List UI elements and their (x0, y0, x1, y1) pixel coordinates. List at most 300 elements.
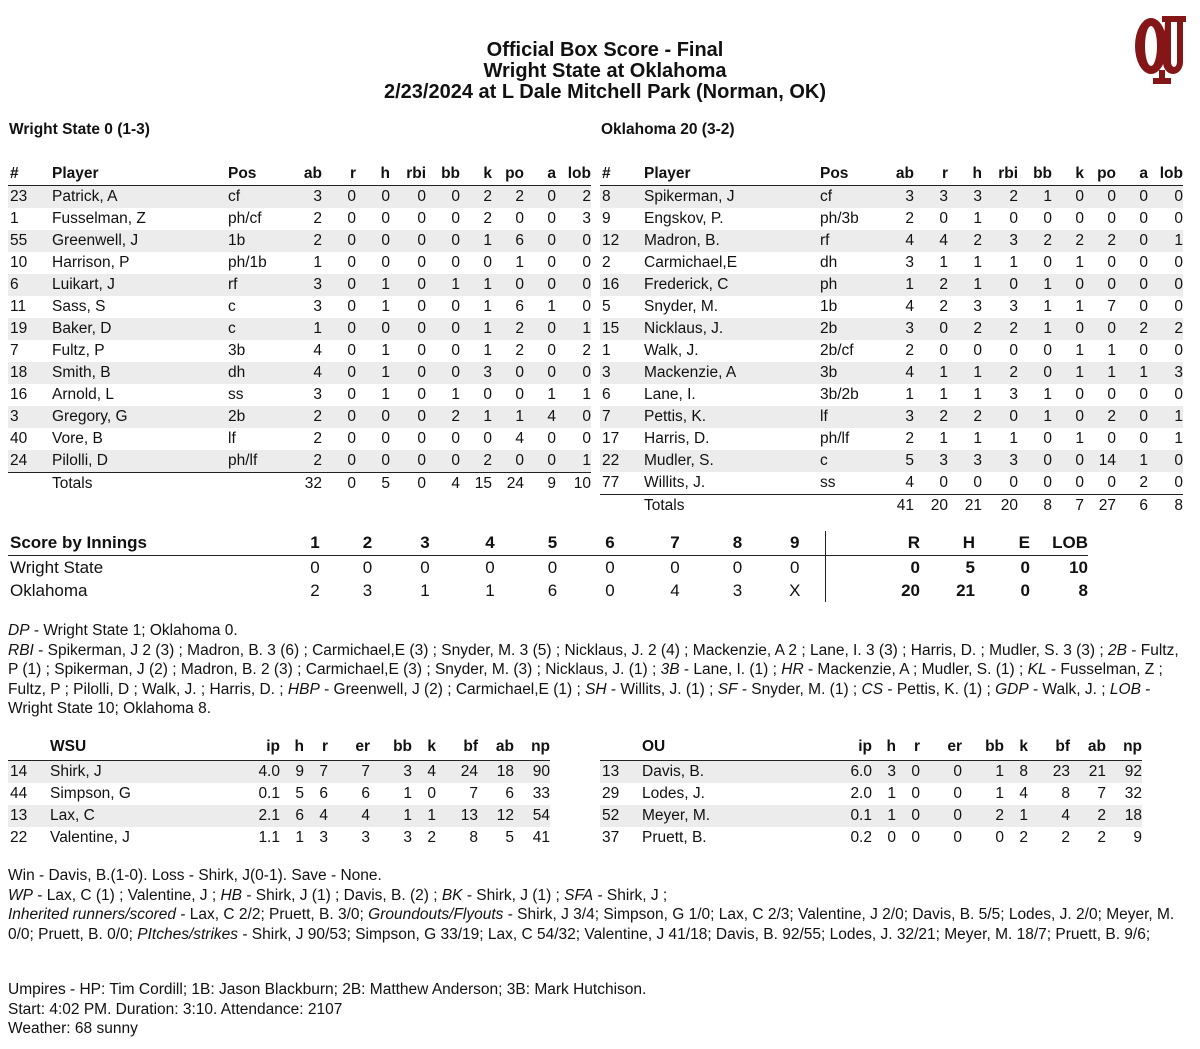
cell: ph/cf (228, 210, 262, 227)
cell: 3b (228, 342, 246, 359)
cell: ss (228, 386, 244, 403)
cell: 8 (600, 186, 642, 209)
cell: 0 (547, 430, 556, 447)
cell: Frederick, C (642, 274, 818, 296)
cell: 1 (1018, 318, 1052, 340)
inning-header: 4 (455, 531, 525, 556)
cell: 0 (390, 362, 426, 384)
column-header: np (1106, 736, 1142, 761)
totals-cell: 32 (286, 473, 322, 496)
cell: 0 (1139, 386, 1148, 403)
cell: Fusselman, Z (52, 210, 146, 227)
cell: 0 (417, 210, 426, 227)
cell: 1 (1148, 406, 1183, 428)
cell: 0 (417, 298, 426, 315)
cell: 7 (469, 785, 478, 802)
player-row (600, 450, 1183, 472)
totals-cell: 10 (556, 473, 591, 496)
cell: 0 (547, 254, 556, 271)
cell: 2 (286, 450, 322, 473)
cell: 5 (505, 829, 514, 846)
totals-cell: 8 (1018, 495, 1052, 518)
cell: 0 (547, 210, 556, 227)
cell: 2 (582, 342, 591, 359)
column-header: h (948, 159, 982, 186)
cell: 8 (1004, 761, 1028, 784)
player-row (600, 274, 1183, 296)
cell: 18 (478, 761, 514, 784)
inning-score: 0 (605, 580, 615, 600)
cell: 0 (524, 274, 556, 296)
cell: 2 (948, 230, 982, 252)
cell: 3 (460, 362, 492, 384)
column-header: a (1116, 159, 1148, 186)
pitcher-row (600, 783, 1142, 805)
cell: 4 (286, 362, 322, 384)
cell: Nicklaus, J. (642, 318, 818, 340)
cell: 0 (524, 318, 556, 340)
column-header: lob (556, 159, 591, 186)
column-header: ip (218, 736, 280, 761)
player-row (8, 296, 591, 318)
cell: 5 (602, 298, 611, 315)
cell: Simpson, G (50, 785, 131, 802)
pitching-team: WSU (48, 736, 218, 761)
cell: 3 (948, 186, 982, 209)
cell: 2 (905, 210, 914, 227)
column-header: r (914, 159, 948, 186)
player-row (8, 362, 591, 384)
cell: 1 (1116, 450, 1148, 472)
score-by-innings-table (8, 531, 1088, 602)
cell: 0 (547, 342, 556, 359)
notes-block: RBI - Spikerman, J 2 (3) ; Madron, B. 3 (6) ; Carmichael,E (3) ; Snyder, M. 3 (5) ; Nicklaus, J. 2 (4) ; Mackenzie, A 2 ; Lane, I. 3 (3) ; Harris, D. ; Mudler, S. 3 (3) ; 2B - Fultz, P (1) ; Spikerman, J (2) ; Madron, B. 2 (3) ; Carmichael,E (3) ; Snyder, M. (3) ; Nicklaus, J. (1) ; 3B - Lane, I. (1) ; HR - Mackenzie, A ; Mudler, S. (1) ; KL - Fusselman, Z ; Fultz, P ; Pilolli, D ; Walk, J. ; Harris, D. ; HBP - Greenwell, J (2) ; Carmichael,E (1) ; SH - Willits, J. (1) ; SF - Snyder, M. (1) ; CS - Pettis, K. (1) ; GDP - Walk, J. ; LOB - Wright State 10; Oklahoma 8. (8, 641, 1179, 717)
player-row (8, 384, 591, 406)
cell: 24 (8, 450, 50, 473)
cell: 0 (1116, 406, 1148, 428)
cell: 1 (1075, 298, 1084, 315)
cell: 0 (582, 254, 591, 271)
player-row (600, 296, 1183, 318)
cell: 4 (905, 474, 914, 491)
cell: 12 (478, 805, 514, 827)
column-header: lob (1148, 159, 1183, 186)
cell: 1 (973, 430, 982, 447)
cell: 0 (1043, 474, 1052, 491)
cell: 24 (436, 761, 478, 784)
inning-header: 5 (525, 531, 580, 556)
cell: 6 (602, 386, 611, 403)
cell: 2 (1139, 474, 1148, 491)
cell: 3 (286, 274, 322, 296)
cell: 2 (1084, 230, 1116, 252)
cell: 0 (995, 829, 1004, 846)
cell: 2 (286, 406, 322, 428)
cell: 0 (356, 406, 390, 428)
cell: 0 (451, 298, 460, 315)
cell: 13 (436, 805, 478, 827)
cell: Gregory, G (50, 406, 226, 428)
cell: 0 (1052, 318, 1084, 340)
cell: dh (820, 254, 838, 271)
pitcher-row (8, 761, 550, 784)
column-header: a (524, 159, 556, 186)
total-score: 0 (1020, 580, 1030, 600)
total-score: 21 (956, 580, 975, 600)
cell: 0 (1043, 210, 1052, 227)
cell: 6 (280, 805, 304, 827)
cell: 0 (1174, 386, 1183, 403)
cell: 5 (295, 785, 304, 802)
cell: 0 (982, 406, 1018, 428)
inning-score: 6 (547, 580, 558, 600)
cell: 4.0 (218, 761, 280, 784)
cell: 0 (381, 254, 390, 271)
inning-score: 0 (547, 557, 558, 577)
player-row (600, 318, 1183, 340)
column-header: h (356, 159, 390, 186)
cell: 0 (390, 450, 426, 473)
cell: 1 (515, 254, 524, 271)
cell: 1 (582, 386, 591, 403)
player-row (8, 406, 591, 428)
cell: Engskov, P. (644, 210, 724, 227)
player-row (600, 208, 1183, 230)
player-row (8, 274, 591, 296)
totals-cell: 24 (492, 473, 524, 496)
cell: 3 (914, 186, 948, 209)
cell: Carmichael,E (644, 254, 738, 271)
cell: Patrick, A (50, 186, 226, 209)
cell: 2 (914, 406, 948, 428)
total-score: 5 (965, 557, 975, 577)
cell: 9 (280, 761, 304, 784)
cell: 16 (600, 274, 642, 296)
inning-header: 6 (580, 531, 640, 556)
game-info (8, 980, 1192, 1039)
visitor-heading: Wright State 0 (1-3) (9, 121, 150, 138)
cell: 0 (1139, 298, 1148, 315)
totals-cell (226, 473, 286, 496)
cell: 4 (1028, 805, 1070, 827)
cell: 0 (515, 386, 524, 403)
inning-score: 1 (420, 580, 430, 600)
cell: c (228, 298, 236, 315)
home-heading: Oklahoma 20 (3-2) (601, 121, 735, 138)
cell: 2 (982, 362, 1018, 384)
cell: 3 (1148, 362, 1183, 384)
cell: 14 (8, 761, 48, 784)
cell: 0 (1075, 210, 1084, 227)
totals-cell: 8 (1148, 495, 1183, 518)
cell: Mudler, S. (642, 450, 818, 472)
cell: 7 (328, 761, 370, 784)
column-header: bb (962, 736, 1004, 761)
cell: 22 (600, 450, 642, 472)
cell: 2 (313, 430, 322, 447)
cell: 0 (1052, 186, 1084, 209)
cell: 37 (602, 829, 620, 846)
cell: 6.0 (810, 761, 872, 784)
cell: 0 (1174, 474, 1183, 491)
column-header (600, 736, 640, 761)
cell: 14 (1084, 450, 1116, 472)
cell: 13 (8, 805, 48, 827)
cell: 3 (982, 230, 1018, 252)
cell: ph/lf (226, 450, 286, 473)
cell: 2 (492, 186, 524, 209)
player-row (600, 362, 1183, 384)
inning-header: 9 (765, 531, 825, 556)
cell: 4 (1019, 785, 1028, 802)
cell: 1.1 (258, 829, 280, 846)
cell: 0 (982, 274, 1018, 296)
column-header: k (1052, 159, 1084, 186)
cell: 2 (1070, 805, 1106, 827)
cell: 4 (313, 342, 322, 359)
cell: 0 (1009, 210, 1018, 227)
cell: 0 (426, 186, 460, 209)
cell: cf (818, 186, 878, 209)
cell: 10 (10, 254, 28, 271)
cell: 6 (319, 785, 328, 802)
cell: 18 (8, 362, 50, 384)
cell: 0 (1043, 342, 1052, 359)
column-header: # (600, 159, 642, 186)
cell: 0 (939, 342, 948, 359)
cell: Meyer, M. (640, 805, 810, 827)
cell: 6 (361, 785, 370, 802)
cell: 2 (905, 430, 914, 447)
inning-score: 0 (485, 557, 495, 577)
cell: 3 (878, 318, 914, 340)
totals-cell (600, 495, 642, 518)
cell: 0 (426, 230, 460, 252)
cell: 1 (426, 274, 460, 296)
ou-logo-icon (1132, 12, 1192, 86)
cell: 0 (322, 230, 356, 252)
cell: 1 (887, 785, 896, 802)
cell: 0 (483, 386, 492, 403)
cell: 0 (1018, 450, 1052, 472)
cell: 0 (939, 474, 948, 491)
title-line-2: Wright State at Oklahoma (483, 60, 727, 82)
column-header: h (280, 736, 304, 761)
cell: Shirk, J (48, 761, 218, 784)
cell: 0 (1009, 342, 1018, 359)
cell: 0 (953, 785, 962, 802)
cell: 2 (483, 210, 492, 227)
totals-cell: 9 (524, 473, 556, 496)
player-row (600, 406, 1183, 428)
cell: 7 (600, 406, 642, 428)
totals-cell: 5 (356, 473, 390, 496)
cell: 2 (492, 318, 524, 340)
cell: 0.2 (850, 829, 872, 846)
total-score: 8 (1078, 580, 1088, 600)
cell: 1 (556, 318, 591, 340)
cell: 0 (1052, 274, 1084, 296)
cell: 3 (878, 406, 914, 428)
cell: Spikerman, J (642, 186, 818, 209)
pitcher-row (600, 827, 1142, 849)
cell: 0 (1043, 254, 1052, 271)
cell: 1 (483, 342, 492, 359)
cell: 0 (911, 785, 920, 802)
cell: 0 (417, 430, 426, 447)
cell: 0 (524, 362, 556, 384)
totals-cell: Totals (50, 473, 226, 496)
cell: 0 (953, 829, 962, 846)
cell: Madron, B. (642, 230, 818, 252)
column-header: ab (478, 736, 514, 761)
cell: 0 (451, 430, 460, 447)
cell: lf (228, 430, 236, 447)
cell: 0 (1075, 386, 1084, 403)
cell: Snyder, M. (644, 298, 719, 315)
cell: 2 (427, 829, 436, 846)
cell: 1 (356, 362, 390, 384)
totals-row (600, 495, 1183, 518)
pitching-notes (8, 866, 1192, 944)
cell: 17 (602, 430, 620, 447)
totals-cell: 0 (322, 473, 356, 496)
cell: 3 (1009, 386, 1018, 403)
player-row (8, 318, 591, 340)
cell: 0 (483, 254, 492, 271)
cell: 0 (417, 254, 426, 271)
cell: 1 (939, 386, 948, 403)
cell: 33 (532, 785, 550, 802)
cell: 1 (1116, 362, 1148, 384)
cell: 0 (347, 210, 356, 227)
cell: c (818, 450, 878, 472)
cell: 2 (602, 254, 611, 271)
weather-line: Weather: 68 sunny (8, 1020, 138, 1037)
inning-score: 0 (362, 557, 373, 577)
cell: 2 (426, 406, 460, 428)
player-row (600, 230, 1183, 252)
cell: 1 (973, 386, 982, 403)
inning-score: 0 (790, 557, 800, 577)
cell: 32 (1124, 785, 1142, 802)
totals-cell: 27 (1084, 495, 1116, 518)
cell: 1 (1004, 805, 1028, 827)
cell: 1 (1148, 230, 1183, 252)
cell: Willits, J. (644, 474, 706, 491)
cell: 0 (1084, 318, 1116, 340)
cell: 1 (547, 386, 556, 403)
cell: 7 (10, 342, 19, 359)
cell: 3 (914, 450, 948, 472)
cell: 0 (426, 362, 460, 384)
cell: 41 (532, 829, 550, 846)
cell: 1 (973, 254, 982, 271)
cell: Harris, D. (644, 430, 710, 447)
cell: 7 (304, 761, 328, 784)
inherited-line: Inherited runners/scored - Lax, C 2/2; Pruett, B. 3/0; Groundouts/Flyouts - Shirk, J 3/4; Simpson, G 1/0; Lax, C 2/3; Valentine, J 2/0; Davis, B. 5/5; Lodes, J. 2/0; Meyer, M. 0/0; Pruett, B. 0/0; PItches/strikes - Shirk, J 90/53; Simpson, G 33/19; Lax, C 54/32; Valentine, J 41/18; Davis, B. 92/55; Lodes, J. 32/21; Meyer, M. 18/7; Pruett, B. 9/6; (8, 906, 1175, 943)
cell: 0 (582, 298, 591, 315)
cell: 1 (381, 342, 390, 359)
cell: 7 (1107, 298, 1116, 315)
cell: 3 (872, 761, 896, 784)
cell: 1 (1018, 274, 1052, 296)
game-notes (8, 621, 1192, 719)
cell: 1 (1107, 342, 1116, 359)
cell: 0 (914, 318, 948, 340)
cell: 0 (973, 342, 982, 359)
cell: ph (818, 274, 878, 296)
cell: 2 (1097, 829, 1106, 846)
cell: 1 (1009, 254, 1018, 271)
cell: 0 (390, 186, 426, 209)
cell: 1 (10, 210, 19, 227)
notes-line-dp: DP - Wright State 1; Oklahoma 0. (8, 622, 238, 639)
column-header: k (460, 159, 492, 186)
cell: 0 (524, 230, 556, 252)
totals-cell: 6 (1116, 495, 1148, 518)
cell: 4 (914, 230, 948, 252)
decision-line: Win - Davis, B.(1-0). Loss - Shirk, J(0-1). Save - None. (8, 867, 382, 884)
player-row (8, 230, 591, 252)
cell: 1 (1018, 406, 1052, 428)
cell: 0 (556, 230, 591, 252)
cell: 0 (1148, 450, 1183, 472)
cell: 0 (322, 186, 356, 209)
cell: 4 (905, 298, 914, 315)
cell: 0.1 (810, 805, 872, 827)
cell: 0 (322, 318, 356, 340)
total-header: LOB (1030, 531, 1088, 556)
column-header: bf (1028, 736, 1070, 761)
cell: 2 (962, 805, 1004, 827)
cell: 0 (1107, 430, 1116, 447)
cell: 2 (1061, 829, 1070, 846)
cell: 3 (1009, 298, 1018, 315)
cell: Mackenzie, A (642, 362, 818, 384)
cell: 54 (514, 805, 550, 827)
cell: 0 (1107, 254, 1116, 271)
cell: 2 (313, 210, 322, 227)
column-header: # (8, 159, 50, 186)
cell: 6 (515, 298, 524, 315)
cell: ss (820, 474, 836, 491)
cell: 3 (948, 450, 982, 472)
cell: 5 (878, 450, 914, 472)
inning-header: 7 (640, 531, 710, 556)
column-header: er (920, 736, 962, 761)
cell: 1 (602, 342, 611, 359)
column-header: bb (1018, 159, 1052, 186)
cell: Davis, B. (640, 761, 810, 784)
cell: 0 (911, 829, 920, 846)
cell: 0 (347, 430, 356, 447)
cell: 0 (1139, 342, 1148, 359)
cell: 0 (347, 298, 356, 315)
cell: Pettis, K. (642, 406, 818, 428)
totals-cell: 41 (878, 495, 914, 518)
cell: 3 (905, 254, 914, 271)
total-score: 0 (825, 556, 920, 580)
cell: 1 (1084, 362, 1116, 384)
cell: 0 (1052, 450, 1084, 472)
column-header: er (328, 736, 370, 761)
cell: 52 (600, 805, 640, 827)
totals-cell: 0 (390, 473, 426, 496)
cell: 0 (1107, 210, 1116, 227)
column-header: np (514, 736, 550, 761)
cell: 0 (1107, 474, 1116, 491)
